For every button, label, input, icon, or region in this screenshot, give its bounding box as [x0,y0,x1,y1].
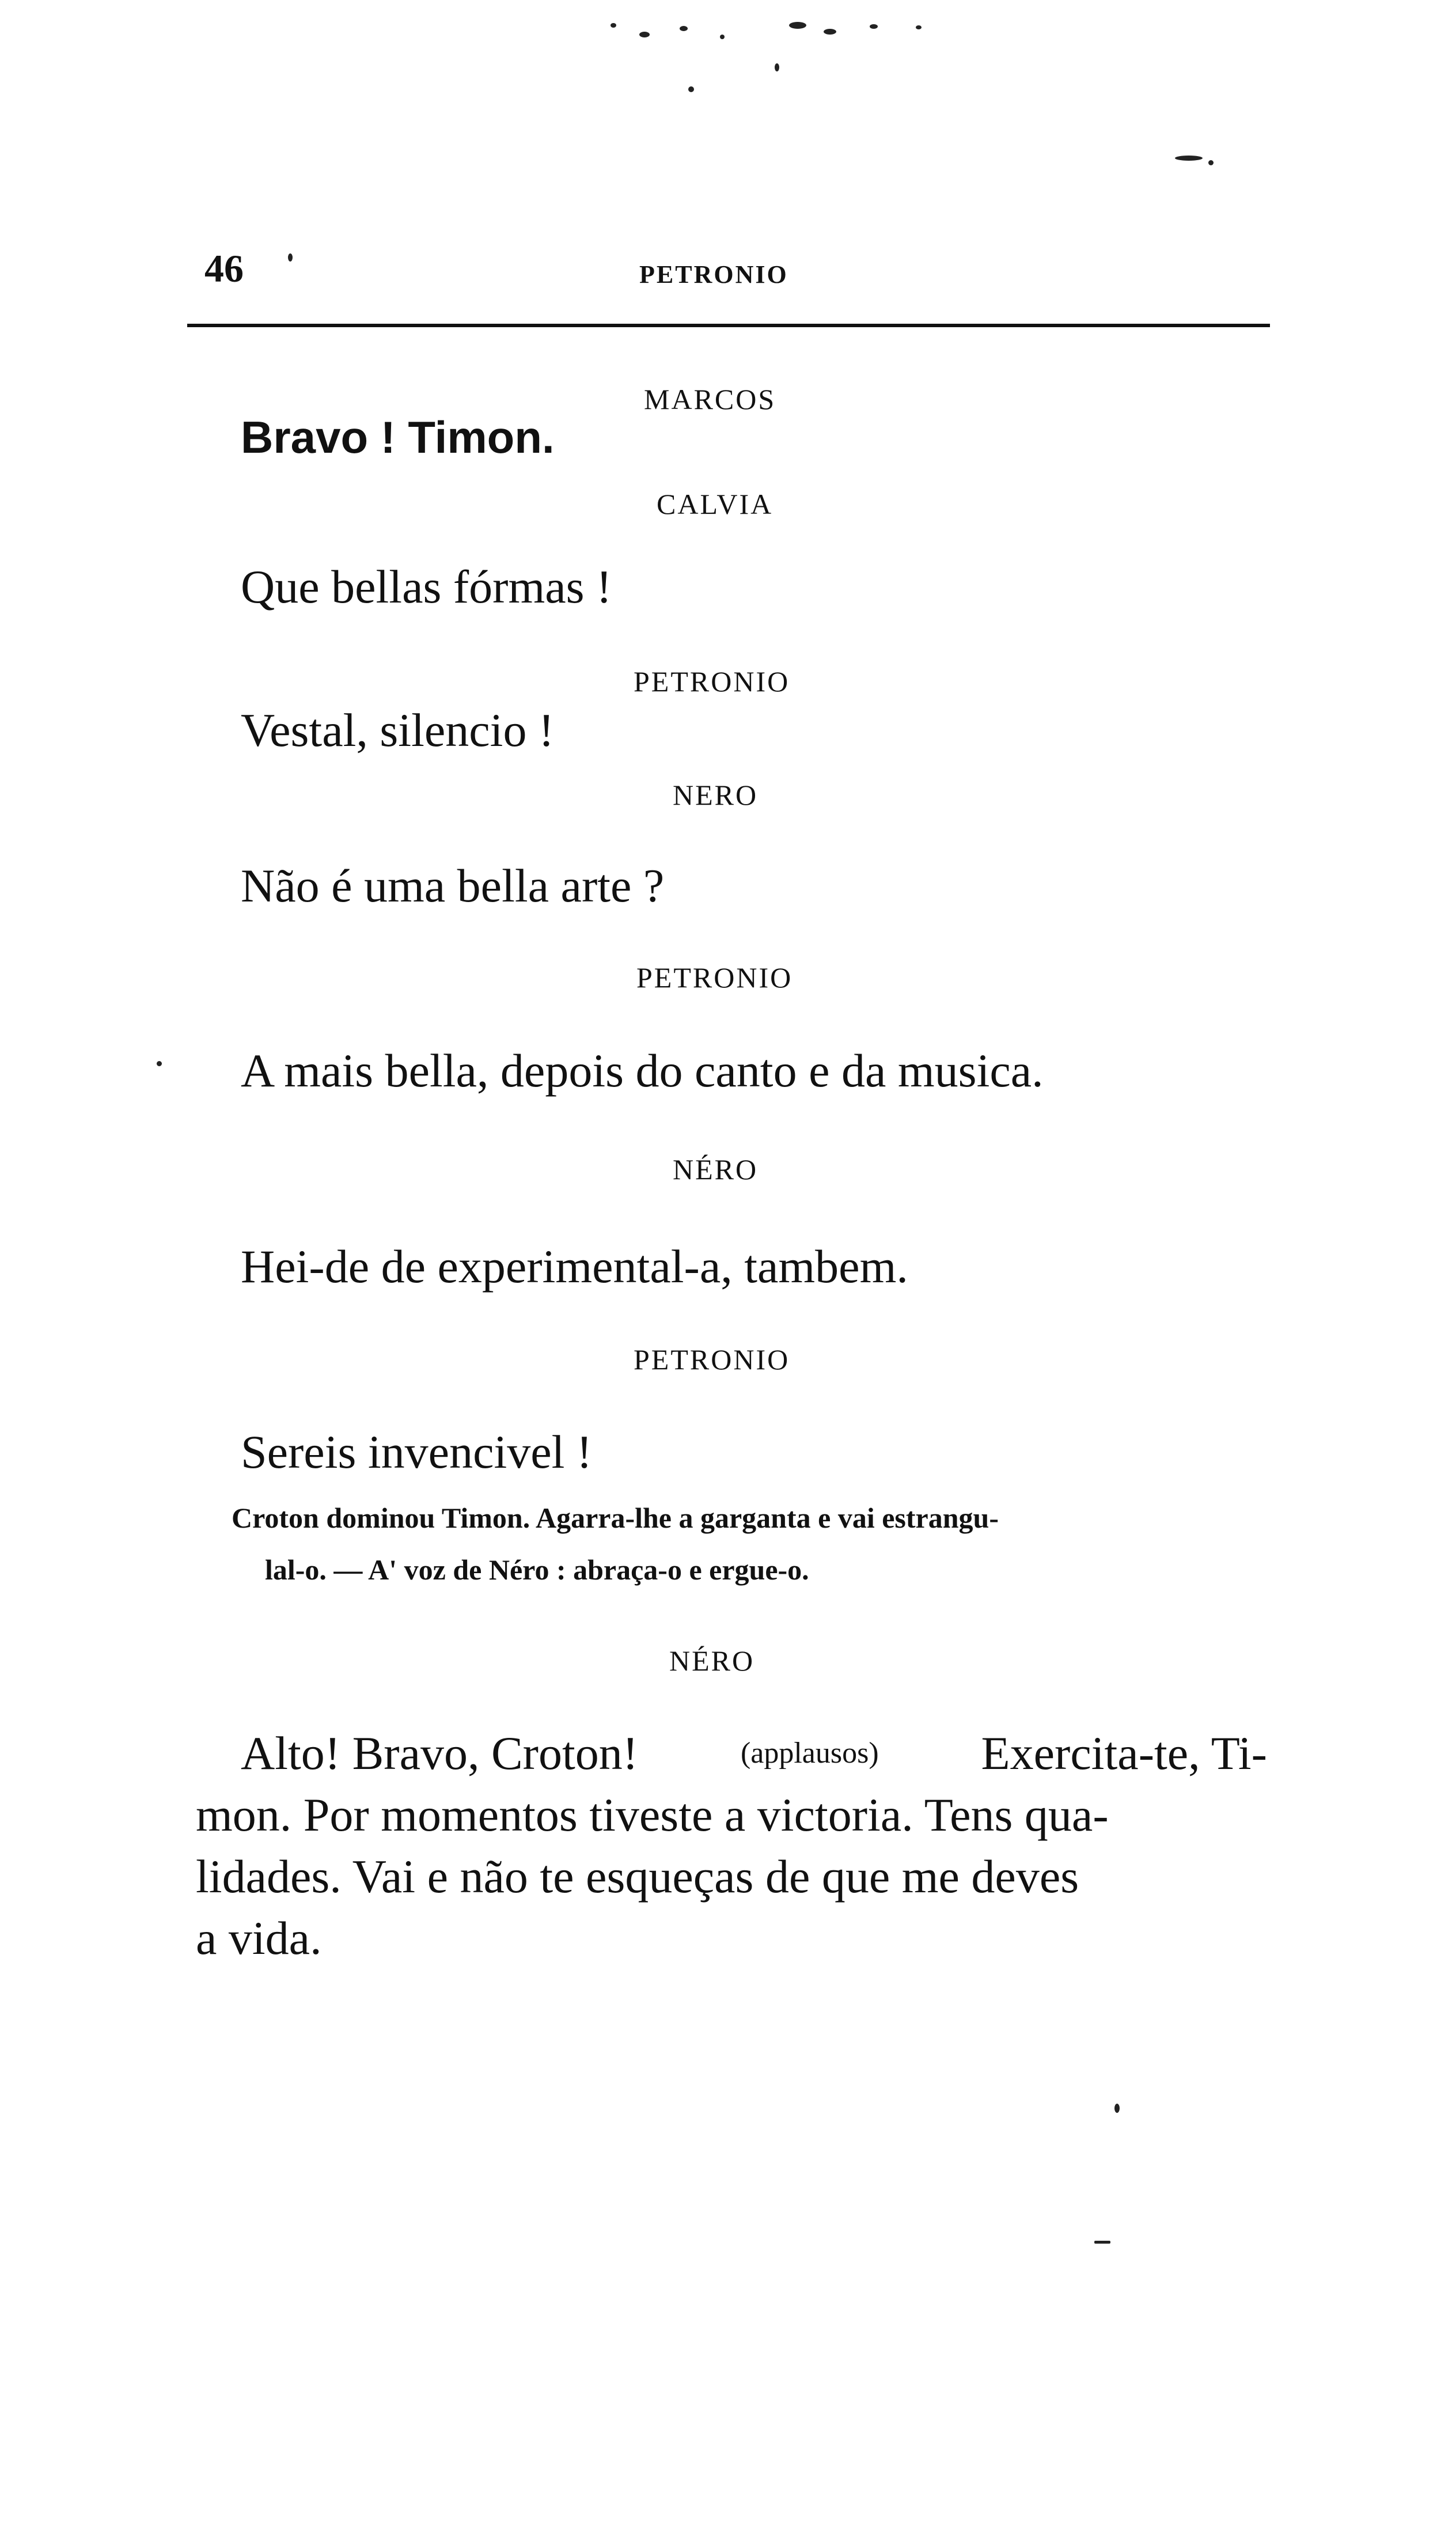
scan-speck [1208,160,1214,165]
stage-direction-line-2: lal-o. — A' voz de Néro : abraça-o e ergue-o. [265,1554,809,1586]
page-number: 46 [204,247,244,290]
final-row1-paren: (applausos) [740,1737,879,1770]
line-marcos: Bravo ! Timon. [241,412,555,463]
scan-speck [1175,156,1203,161]
scan-speck [824,29,836,35]
speaker-nero-1: NERO [673,779,759,811]
scan-speck [688,86,694,92]
stage-direction-line-1: Croton dominou Timon. Agarra-lhe a garganta e vai estrangu- [232,1502,999,1534]
line-petronio-3: Sereis invencivel ! [241,1426,593,1478]
speaker-petronio-1: PETRONIO [634,665,790,698]
final-paragraph-row-3 [196,1846,1267,1907]
final-row1-b: Exercita-te, Ti- [981,1727,1267,1779]
speaker-marcos: MARCOS [644,383,776,415]
scan-speck [789,22,806,29]
final-paragraph-row-4 [196,1907,1267,1969]
speaker-calvia: CALVIA [657,488,774,520]
final-row1-a: Alto! Bravo, Croton! [241,1727,639,1779]
line-petronio-1: Vestal, silencio ! [241,704,555,756]
scan-speck [720,35,725,39]
final-paragraph-row-1 [196,1722,1267,1784]
line-calvia: Que bellas fórmas ! [241,560,612,613]
line-petronio-2: A mais bella, depois do canto e da musica. [241,1044,1044,1097]
scan-speck [775,63,779,71]
scan-speck [288,253,293,262]
scan-speck [639,32,650,37]
final-paragraph-row-2 [196,1784,1267,1846]
speaker-petronio-2: PETRONIO [636,961,793,994]
scan-speck [157,1061,162,1066]
scan-speck [1114,2104,1120,2113]
scan-speck [916,25,922,29]
line-nero-1: Não é uma bella arte ? [241,859,665,912]
speaker-nero-3: NÉRO [669,1645,755,1677]
final-row4: a vida. [196,1912,322,1964]
speaker-petronio-3: PETRONIO [634,1343,790,1376]
running-title: PETRONIO [639,260,788,289]
scan-speck [870,24,878,29]
final-row3: lidades. Vai e não te esqueças de que me deves [196,1850,1079,1903]
scan-speck [680,26,688,31]
scan-speck [611,23,616,28]
line-nero-2: Hei-de de experimental-a, tambem. [241,1240,908,1293]
scan-speck [1094,2241,1110,2244]
speaker-nero-2: NÉRO [673,1153,759,1185]
header-rule [187,324,1270,327]
final-paragraph [196,1722,1267,1969]
final-row2: mon. Por momentos tiveste a victoria. Tens qua- [196,1789,1109,1841]
